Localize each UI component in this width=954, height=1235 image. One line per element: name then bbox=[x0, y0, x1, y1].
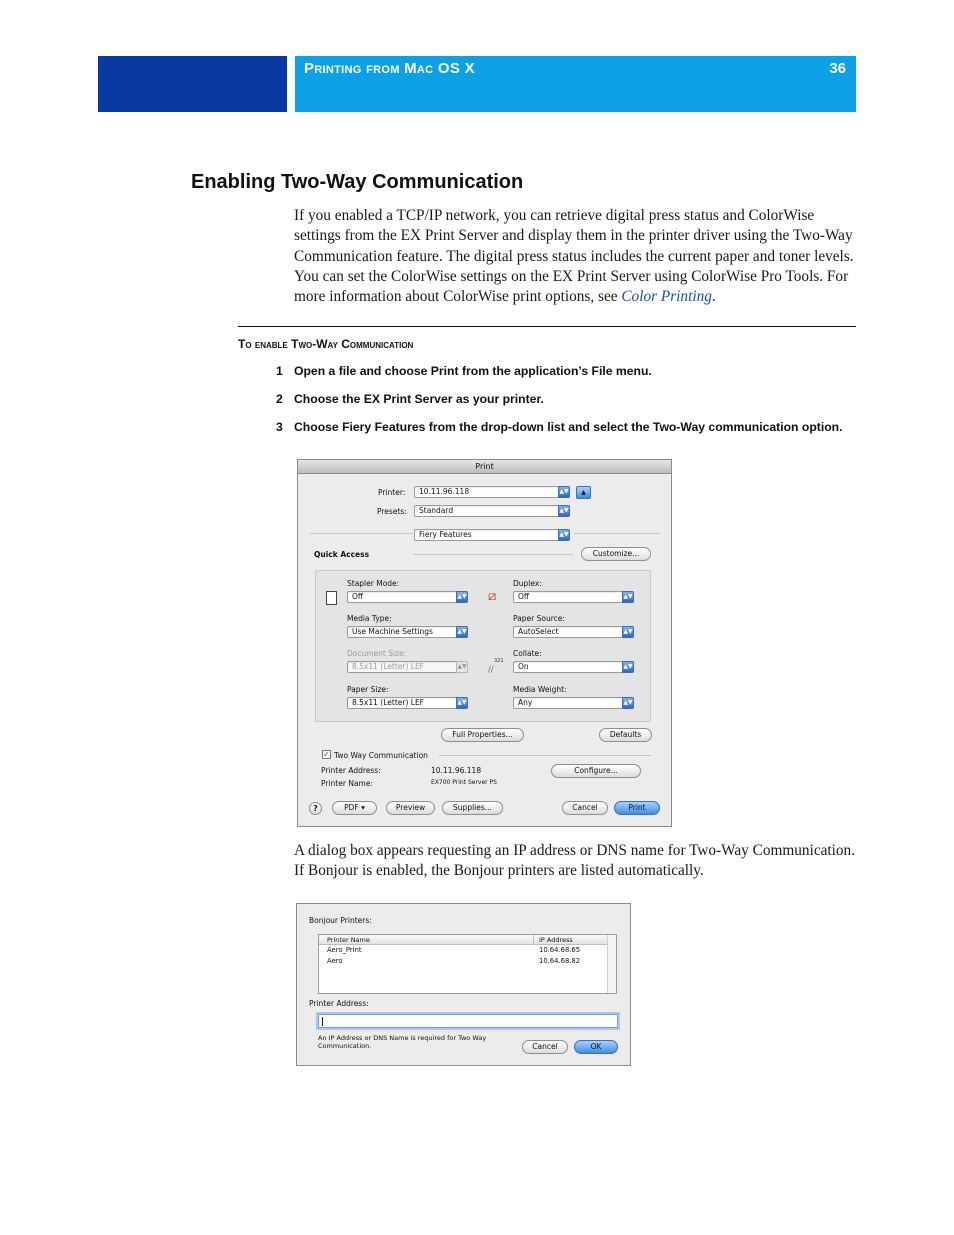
stapler-mode-select[interactable] bbox=[347, 591, 468, 603]
step-3 bbox=[276, 420, 842, 434]
paper-size-select[interactable] bbox=[347, 697, 468, 709]
intro-end: . bbox=[711, 288, 716, 306]
list-header bbox=[319, 935, 616, 945]
disclosure-triangle-icon: ▲ bbox=[581, 489, 586, 496]
paper-source-label: Paper Source: bbox=[513, 614, 565, 623]
presets-label: Presets: bbox=[377, 507, 407, 516]
media-weight-value: Any bbox=[518, 698, 533, 707]
ok-button[interactable]: OK bbox=[574, 1040, 618, 1054]
column-printer-name[interactable]: Printer Name bbox=[327, 936, 370, 944]
popup-arrows-icon: ▲▼ bbox=[456, 661, 468, 673]
duplex-value: Off bbox=[518, 592, 530, 601]
two-way-checkbox[interactable] bbox=[322, 750, 331, 759]
procedure-title: To enable Two-Way Communication bbox=[238, 337, 414, 351]
page-icon bbox=[326, 591, 337, 605]
popup-arrows-icon: ▲▼ bbox=[558, 529, 570, 541]
popup-arrows-icon: ▲▼ bbox=[456, 591, 468, 603]
quick-access-label: Quick Access bbox=[314, 550, 370, 559]
popup-arrows-icon: ▲▼ bbox=[622, 661, 634, 673]
collate-icon bbox=[488, 658, 508, 676]
full-properties-button[interactable]: Full Properties... bbox=[441, 728, 524, 742]
collate-label: Collate: bbox=[513, 649, 542, 658]
paper-size-label: Paper Size: bbox=[347, 685, 389, 694]
step-text: Choose Fiery Features from the drop-down list and select the Two-Way communication option. bbox=[294, 420, 843, 434]
defaults-button[interactable]: Defaults bbox=[599, 728, 652, 742]
popup-arrows-icon: ▲▼ bbox=[456, 626, 468, 638]
cancel-button[interactable]: Cancel bbox=[562, 801, 608, 815]
document-size-label: Document Size: bbox=[347, 649, 407, 658]
bonjour-printer-list[interactable] bbox=[318, 934, 617, 994]
pdf-button[interactable]: PDF ▾ bbox=[332, 801, 377, 815]
stapler-mode-value: Off bbox=[352, 592, 364, 601]
collate-icon-text: 321 bbox=[494, 658, 504, 664]
document-size-value: 8.5x11 (Letter) LEF bbox=[352, 662, 425, 671]
column-ip-address[interactable]: IP Address bbox=[539, 936, 573, 944]
printer-name-cell: Aero bbox=[327, 957, 343, 965]
presets-value: Standard bbox=[419, 506, 454, 515]
text-cursor bbox=[322, 1017, 323, 1026]
printer-select[interactable] bbox=[414, 486, 570, 498]
printer-value: 10.11.96.118 bbox=[419, 487, 470, 496]
address-required-note: An IP Address or DNS Name is required for Two Way Communication. bbox=[318, 1034, 487, 1050]
customize-button[interactable]: Customize... bbox=[581, 547, 651, 561]
intro-paragraph bbox=[294, 206, 860, 307]
step-1 bbox=[276, 364, 652, 378]
ip-address-cell: 10.64.68.65 bbox=[539, 946, 581, 954]
printer-name-value: EX700 Print Server PS bbox=[431, 779, 497, 786]
cancel-button[interactable]: Cancel bbox=[522, 1040, 568, 1054]
step-number: 1 bbox=[276, 364, 283, 378]
presets-select[interactable] bbox=[414, 505, 570, 517]
intro-text: If you enabled a TCP/IP network, you can retrieve digital press status and ColorWise settings from the EX Print Server and display them in the printer driver using the Two-Way Communication feature. The digital press status includes the current paper and toner levels. You can set the ColorWise settings on the EX Print Server using ColorWise Pro Tools. For more information about ColorWise print options, see bbox=[294, 207, 854, 306]
panel-value: Fiery Features bbox=[419, 530, 472, 539]
media-weight-select[interactable] bbox=[513, 697, 634, 709]
help-button[interactable]: ? bbox=[309, 802, 322, 815]
panel-select[interactable] bbox=[414, 529, 570, 541]
bonjour-dialog bbox=[296, 903, 631, 1066]
list-item[interactable] bbox=[319, 945, 616, 956]
printer-name-cell: Aero_Print bbox=[327, 946, 362, 954]
step-2 bbox=[276, 392, 544, 406]
printer-address-label: Printer Address: bbox=[321, 766, 381, 775]
media-type-label: Media Type: bbox=[347, 614, 392, 623]
popup-arrows-icon: ▲▼ bbox=[456, 697, 468, 709]
procedure-divider bbox=[238, 326, 856, 327]
list-item[interactable] bbox=[319, 956, 616, 967]
color-printing-link[interactable]: Color Printing bbox=[621, 288, 712, 306]
header-section-title: Printing from Mac OS X bbox=[304, 60, 475, 77]
document-size-select bbox=[347, 661, 468, 673]
separator bbox=[413, 554, 573, 555]
media-type-select[interactable] bbox=[347, 626, 468, 638]
list-scrollbar[interactable] bbox=[607, 935, 616, 993]
printer-address-value: 10.11.96.118 bbox=[431, 766, 482, 775]
collate-select[interactable] bbox=[513, 661, 634, 673]
collate-value: On bbox=[518, 662, 529, 671]
duplex-label: Duplex: bbox=[513, 579, 542, 588]
separator bbox=[439, 755, 651, 756]
printer-address-input[interactable] bbox=[318, 1014, 618, 1028]
step-number: 3 bbox=[276, 420, 283, 434]
step-number: 2 bbox=[276, 392, 283, 406]
print-dialog-titlebar: Print bbox=[298, 460, 671, 474]
print-button[interactable]: Print bbox=[614, 801, 660, 815]
popup-arrows-icon: ▲▼ bbox=[622, 626, 634, 638]
two-way-label: Two Way Communication bbox=[334, 751, 428, 760]
section-heading: Enabling Two-Way Communication bbox=[191, 171, 524, 193]
duplex-select[interactable] bbox=[513, 591, 634, 603]
separator bbox=[574, 533, 660, 534]
supplies-button[interactable]: Supplies... bbox=[442, 801, 503, 815]
header-band-dark bbox=[98, 56, 287, 112]
bonjour-paragraph: A dialog box appears requesting an IP address or DNS name for Two-Way Communication. If Bonjour is enabled, the Bonjour printers are listed automatically. bbox=[294, 842, 856, 880]
paper-source-value: AutoSelect bbox=[518, 627, 559, 636]
paper-size-value: 8.5x11 (Letter) LEF bbox=[352, 698, 425, 707]
media-type-value: Use Machine Settings bbox=[352, 627, 433, 636]
ip-address-cell: 10.64.68.82 bbox=[539, 957, 581, 965]
quick-access-group bbox=[315, 570, 651, 722]
bonjour-printers-label: Bonjour Printers: bbox=[309, 916, 372, 925]
popup-arrows-icon: ▲▼ bbox=[622, 697, 634, 709]
disclosure-button[interactable] bbox=[576, 486, 591, 499]
popup-arrows-icon: ▲▼ bbox=[558, 505, 570, 517]
printer-name-label: Printer Name: bbox=[321, 779, 373, 788]
popup-arrows-icon: ▲▼ bbox=[558, 486, 570, 498]
print-dialog bbox=[297, 459, 672, 827]
page-number: 36 bbox=[829, 60, 846, 77]
media-weight-label: Media Weight: bbox=[513, 685, 567, 694]
separator bbox=[310, 533, 413, 534]
printer-label: Printer: bbox=[378, 488, 406, 497]
duplex-off-icon: ⧄ bbox=[488, 589, 497, 604]
configure-button[interactable]: Configure... bbox=[551, 764, 641, 778]
checkmark-icon: ✓ bbox=[323, 750, 330, 759]
printer-address-label: Printer Address: bbox=[309, 999, 369, 1008]
popup-arrows-icon: ▲▼ bbox=[622, 591, 634, 603]
step-text: Choose the EX Print Server as your printer. bbox=[294, 392, 544, 406]
step-text: Open a file and choose Print from the application’s File menu. bbox=[294, 364, 652, 378]
paper-source-select[interactable] bbox=[513, 626, 634, 638]
preview-button[interactable]: Preview bbox=[386, 801, 435, 815]
stack-glyph: ⧸⧸ bbox=[488, 665, 494, 674]
stapler-mode-label: Stapler Mode: bbox=[347, 579, 400, 588]
